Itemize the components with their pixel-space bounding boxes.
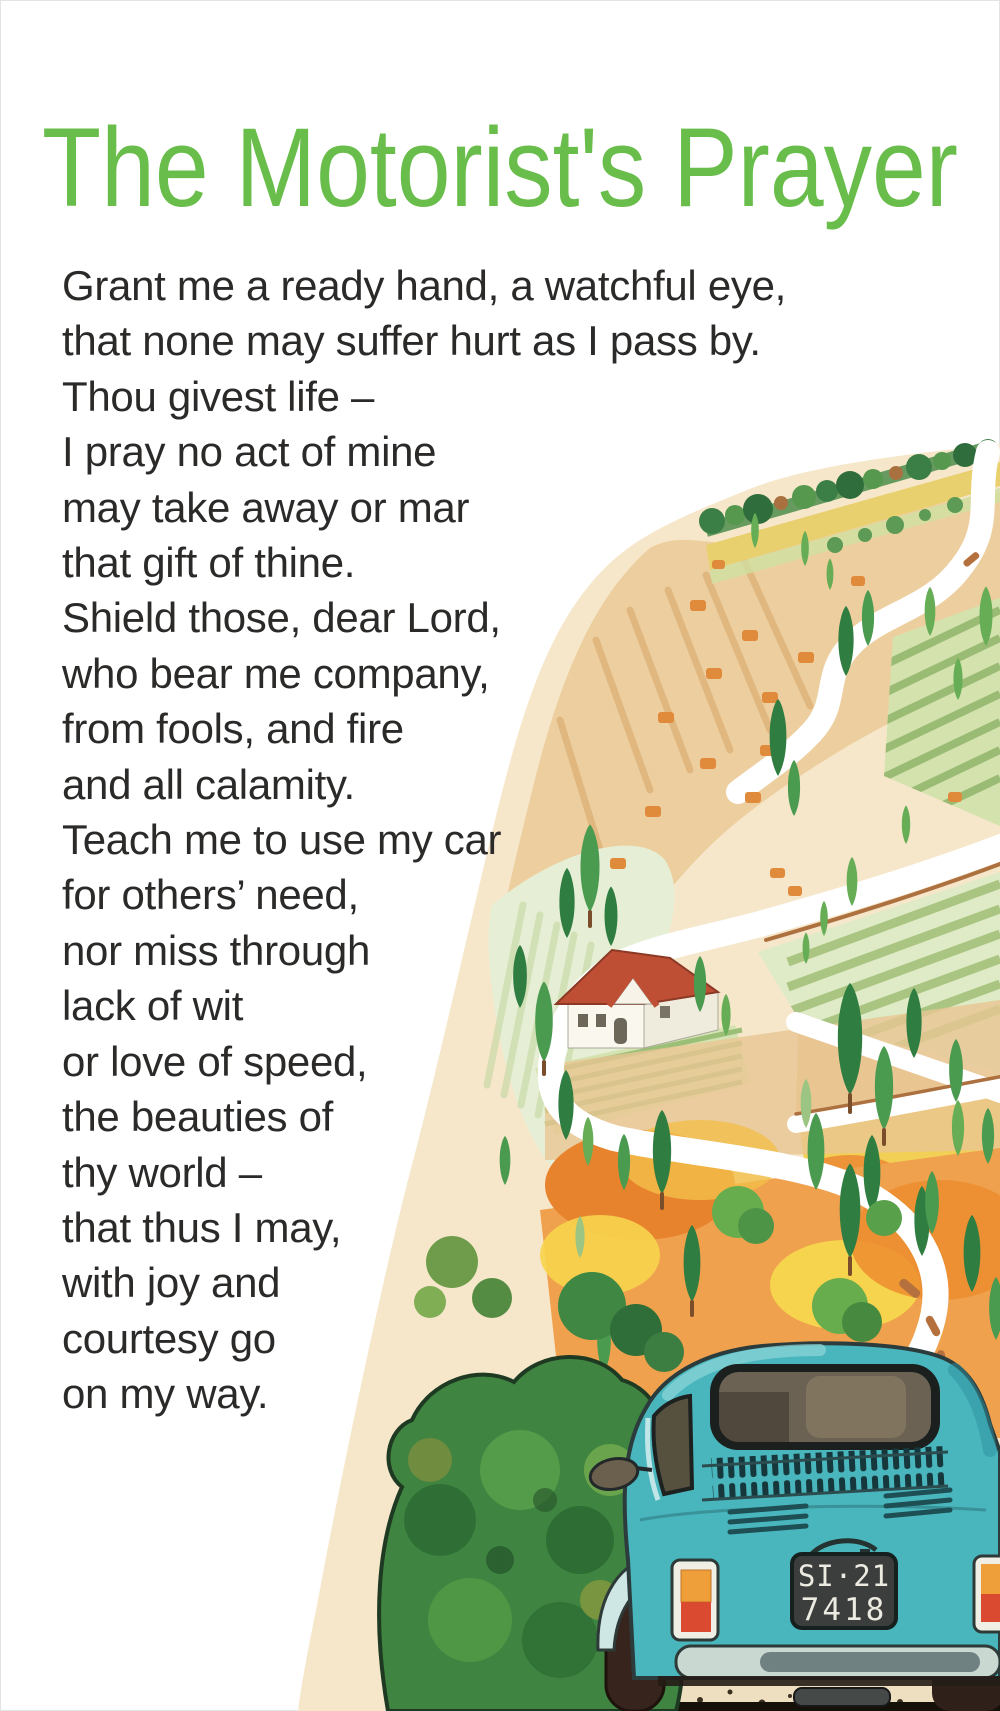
poem-line: and all calamity. [62, 760, 355, 808]
poem-line: from fools, and fire [62, 705, 404, 753]
poem-line: Shield those, dear Lord, [62, 594, 501, 642]
poem-line: that none may suffer hurt as I pass by. [62, 317, 761, 365]
poem-line: may take away or mar [62, 483, 470, 531]
license-plate [792, 1554, 896, 1628]
poem-line: that gift of thine. [62, 539, 356, 587]
poem-line: courtesy go [62, 1314, 276, 1362]
poem-line: that thus I may, [62, 1203, 342, 1251]
plate-line2: 7418 [800, 1592, 888, 1628]
poem-line: I pray no act of mine [62, 428, 437, 476]
bumper [676, 1646, 1000, 1678]
poem-line: lack of wit [62, 982, 244, 1030]
poem-line: Teach me to use my car [62, 816, 502, 864]
muffler [794, 1688, 890, 1706]
plate-line1: SI·21 [797, 1559, 891, 1593]
tail-light [672, 1560, 718, 1640]
poem-line: Grant me a ready hand, a watchful eye, [62, 262, 787, 309]
poem-line: for others’ need, [62, 871, 359, 919]
poem-line: or love of speed, [62, 1037, 368, 1085]
poem-line: on my way. [62, 1370, 269, 1418]
title-block [28, 88, 972, 240]
poem-line: with joy and [62, 1259, 281, 1307]
poem-line: Thou givest life – [62, 372, 375, 420]
tail-light [974, 1556, 1000, 1632]
poem-line: thy world – [62, 1148, 262, 1196]
poem-text [62, 258, 786, 1422]
poem-line: the beauties of [62, 1093, 334, 1141]
page-title: The Motorist's Prayer [42, 105, 958, 230]
poem-line: who bear me company, [62, 649, 490, 697]
poem-line: nor miss through [62, 926, 371, 974]
